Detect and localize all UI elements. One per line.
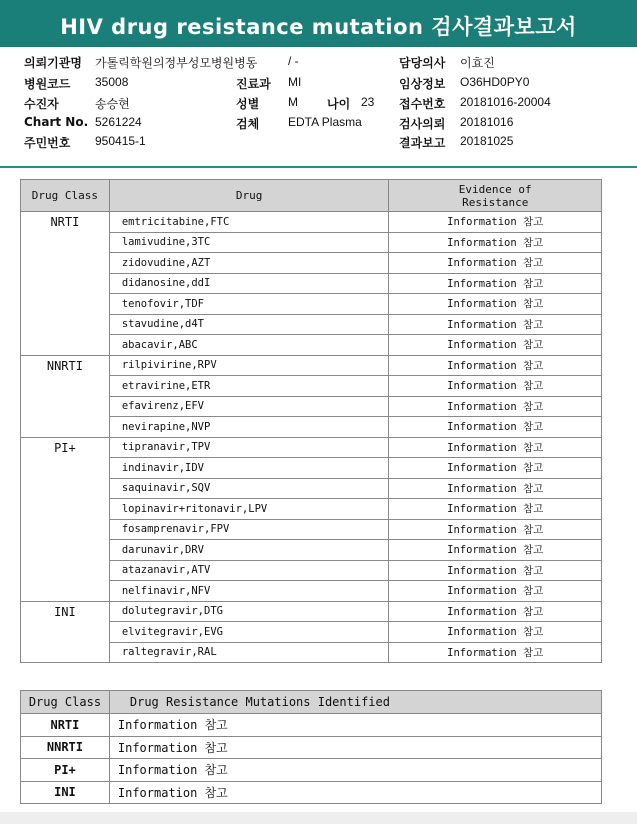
footer-bar xyxy=(0,812,637,824)
evidence-value: Information 참고 xyxy=(389,519,602,540)
receipt-no-label: 접수번호 xyxy=(399,97,446,111)
drug-name: zidovudine,AZT xyxy=(109,253,389,274)
request-date-label: 검사의뢰 xyxy=(399,117,446,131)
sex-label: 성별 xyxy=(236,97,260,111)
evidence-value: Information 참고 xyxy=(389,355,602,376)
mutation-info: Information 참고 xyxy=(109,714,601,737)
drug-name: emtricitabine,FTC xyxy=(109,212,389,233)
evidence-value: Information 참고 xyxy=(389,212,602,233)
mutation-class: PI+ xyxy=(21,759,110,782)
evidence-value: Information 참고 xyxy=(389,499,602,520)
info-row-2 xyxy=(0,75,637,94)
drug-name: elvitegravir,EVG xyxy=(109,622,389,643)
evidence-value: Information 참고 xyxy=(389,396,602,417)
evidence-value: Information 참고 xyxy=(389,478,602,499)
table-row xyxy=(21,601,602,622)
drug-class-nrti: NRTI xyxy=(21,212,110,356)
mutation-class: INI xyxy=(21,781,110,804)
clinical-label: 임상정보 xyxy=(399,77,446,91)
age-value: 23 xyxy=(361,95,375,109)
report-date-value: 20181025 xyxy=(460,134,514,148)
receipt-no-value: 20181016-20004 xyxy=(460,95,551,109)
drug-name: darunavir,DRV xyxy=(109,540,389,561)
drug-name: abacavir,ABC xyxy=(109,335,389,356)
drug-class-nnrti: NNRTI xyxy=(21,355,110,437)
evidence-value: Information 참고 xyxy=(389,314,602,335)
table-row xyxy=(21,437,602,458)
info-row-5 xyxy=(0,134,637,153)
drug-name: raltegravir,RAL xyxy=(109,642,389,663)
drug-name: lamivudine,3TC xyxy=(109,232,389,253)
report-title-bar xyxy=(0,0,637,47)
specimen-value: EDTA Plasma xyxy=(288,115,362,129)
evidence-value: Information 참고 xyxy=(389,642,602,663)
evidence-value: Information 참고 xyxy=(389,437,602,458)
drug-name: etravirine,ETR xyxy=(109,376,389,397)
doctor-label: 담당의사 xyxy=(399,56,446,70)
drug-class-ini: INI xyxy=(21,601,110,663)
sex-value: M xyxy=(288,95,298,109)
report-title: HIV drug resistance mutation 검사결과보고서 xyxy=(60,15,577,39)
mutation-info: Information 참고 xyxy=(109,759,601,782)
institution-label: 의뢰기관명 xyxy=(24,56,82,70)
clinical-value: O36HD0PY0 xyxy=(460,75,530,89)
chart-no-value: 5261224 xyxy=(95,115,142,129)
institution-value: 가톨릭학원의정부성모병원병동 xyxy=(95,56,258,70)
col-header-mutations: Drug Resistance Mutations Identified xyxy=(109,691,601,714)
evidence-value: Information 참고 xyxy=(389,294,602,315)
chart-no-label: Chart No. xyxy=(24,115,89,129)
dept-value: MI xyxy=(288,75,302,89)
ssn-label: 주민번호 xyxy=(24,136,71,150)
col-header-evidence xyxy=(389,180,602,212)
mutation-info: Information 참고 xyxy=(109,781,601,804)
drug-name: dolutegravir,DTG xyxy=(109,601,389,622)
mutation-class: NRTI xyxy=(21,714,110,737)
drug-name: tenofovir,TDF xyxy=(109,294,389,315)
drug-name: nelfinavir,NFV xyxy=(109,581,389,602)
col-header-drug-class: Drug Class xyxy=(21,691,110,714)
table-row xyxy=(21,714,602,737)
table-row xyxy=(21,212,602,233)
patient-info-section xyxy=(0,47,637,166)
section-divider xyxy=(0,166,637,168)
drug-name: stavudine,d4T xyxy=(109,314,389,335)
drug-name: tipranavir,TPV xyxy=(109,437,389,458)
request-date-value: 20181016 xyxy=(460,115,514,129)
info-row-4 xyxy=(0,115,637,134)
examinee-value: 송승현 xyxy=(95,97,130,111)
drug-table-header xyxy=(21,180,602,212)
evidence-value: Information 참고 xyxy=(389,376,602,397)
drug-name: saquinavir,SQV xyxy=(109,478,389,499)
table-row xyxy=(21,759,602,782)
drug-resistance-table xyxy=(20,179,602,663)
table-row xyxy=(21,355,602,376)
drug-name: atazanavir,ATV xyxy=(109,560,389,581)
evidence-value: Information 참고 xyxy=(389,581,602,602)
evidence-header-line1: Evidence of xyxy=(458,182,532,196)
drug-name: nevirapine,NVP xyxy=(109,417,389,438)
evidence-value: Information 참고 xyxy=(389,622,602,643)
examinee-label: 수진자 xyxy=(24,97,59,111)
table-row xyxy=(21,781,602,804)
evidence-value: Information 참고 xyxy=(389,601,602,622)
evidence-value: Information 참고 xyxy=(389,458,602,479)
drug-name: indinavir,IDV xyxy=(109,458,389,479)
drug-name: rilpivirine,RPV xyxy=(109,355,389,376)
evidence-value: Information 참고 xyxy=(389,253,602,274)
evidence-value: Information 참고 xyxy=(389,335,602,356)
drug-name: efavirenz,EFV xyxy=(109,396,389,417)
mutation-class: NNRTI xyxy=(21,736,110,759)
hospital-code-value: 35008 xyxy=(95,75,129,89)
drug-class-pi: PI+ xyxy=(21,437,110,601)
drug-name: fosamprenavir,FPV xyxy=(109,519,389,540)
table-row xyxy=(21,736,602,759)
evidence-value: Information 참고 xyxy=(389,540,602,561)
col-header-drug-class: Drug Class xyxy=(21,180,110,212)
drug-name: lopinavir+ritonavir,LPV xyxy=(109,499,389,520)
info-row-1 xyxy=(0,54,637,73)
col-header-drug: Drug xyxy=(109,180,389,212)
dept-label: 진료과 xyxy=(236,77,271,91)
mutation-info: Information 참고 xyxy=(109,736,601,759)
info-row-3 xyxy=(0,95,637,114)
mutation-table xyxy=(20,690,602,804)
mutation-table-header xyxy=(21,691,602,714)
drug-name: didanosine,ddI xyxy=(109,273,389,294)
doctor-value: 이효진 xyxy=(460,56,495,70)
report-date-label: 결과보고 xyxy=(399,136,446,150)
hospital-code-label: 병원코드 xyxy=(24,77,71,91)
evidence-value: Information 참고 xyxy=(389,417,602,438)
evidence-value: Information 참고 xyxy=(389,273,602,294)
ssn-value: 950415-1 xyxy=(95,134,146,148)
evidence-value: Information 참고 xyxy=(389,232,602,253)
evidence-header-line2: Resistance xyxy=(462,195,529,209)
specimen-label: 검체 xyxy=(236,117,260,131)
evidence-value: Information 참고 xyxy=(389,560,602,581)
age-label: 나이 xyxy=(327,97,351,111)
ward-value: / - xyxy=(288,54,299,68)
